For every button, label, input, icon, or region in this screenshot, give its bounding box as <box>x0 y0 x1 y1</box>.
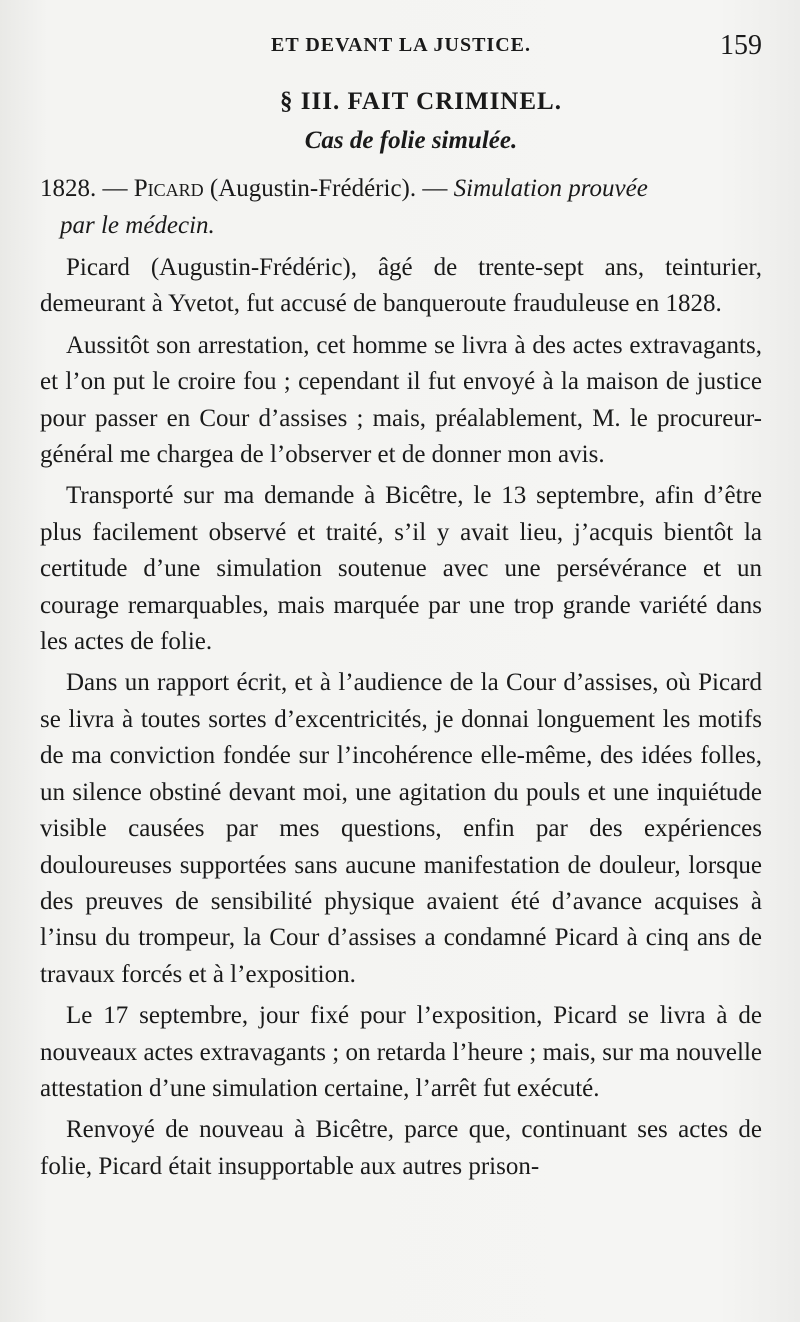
case-title-part2: par le médecin. <box>60 212 215 239</box>
paragraph-6: Renvoyé de nouveau à Bicêtre, parce que, continuant ses actes de folie, Picard était insupportable aux autres prison- <box>40 1116 762 1180</box>
case-title-part1: Simulation prouvée <box>453 175 648 202</box>
page-header <box>40 30 762 64</box>
case-given-names: (Augustin-Frédéric). — <box>203 175 454 202</box>
case-year: 1828. — <box>40 175 134 202</box>
paragraph-3: Transporté sur ma demande à Bicêtre, le 13 septembre, afin d’être plus facilement observé et traité, s’il y avait lieu, j’acquis bientôt la certitude d’une simulation soutenue avec une persévérance et un courage remarquables, mais marquée par une trop grande variété dans les actes de folie. <box>40 482 762 656</box>
section-subheading: Cas de folie simulée. <box>304 127 518 154</box>
case-heading <box>40 170 762 244</box>
section-heading: § III. FAIT CRIMINEL. <box>280 88 562 115</box>
text-block <box>40 82 762 1185</box>
paragraph-2: Aussitôt son arrestation, cet homme se livra à des actes extravagants, et l’on put le croire fou ; cependant il fut envoyé à la maison de justice pour passer en Cour d’assises ; mais, préalablement, M. le procureur-général me chargea de l’observer et de donner mon avis. <box>40 331 762 469</box>
case-surname: Picard <box>133 175 204 202</box>
page-number: 159 <box>720 30 762 61</box>
paragraph-4: Dans un rapport écrit, et à l’audience de la Cour d’assises, où Picard se livra à toutes sortes d’excentricités, je donnai longuement les motifs de ma conviction fondée sur l’incohérence elle-même, des idées folles, un silence obstiné devant moi, une agitation du pouls et une inquiétude visible causées par mes questions, enfin par des expériences douloureuses supportées sans aucune manifestation de douleur, lorsque des preuves de sensibilité physique avaient été d’avance acquises à l’insu du trompeur, la Cour d’assises a condamné Picard à cinq ans de travaux forcés et à l’exposition. <box>40 669 762 988</box>
paragraph-1: Picard (Augustin-Frédéric), âgé de trente-sept ans, teinturier, demeurant à Yvetot, fut accusé de banqueroute frauduleuse en 1828. <box>40 254 762 318</box>
running-head: ET DEVANT LA JUSTICE. <box>271 34 531 56</box>
paragraph-5: Le 17 septembre, jour fixé pour l’exposition, Picard se livra à de nouveaux actes extravagants ; on retarda l’heure ; mais, sur ma nouvelle attestation d’une simulation certaine, l’arrêt fut exécuté. <box>40 1002 762 1102</box>
